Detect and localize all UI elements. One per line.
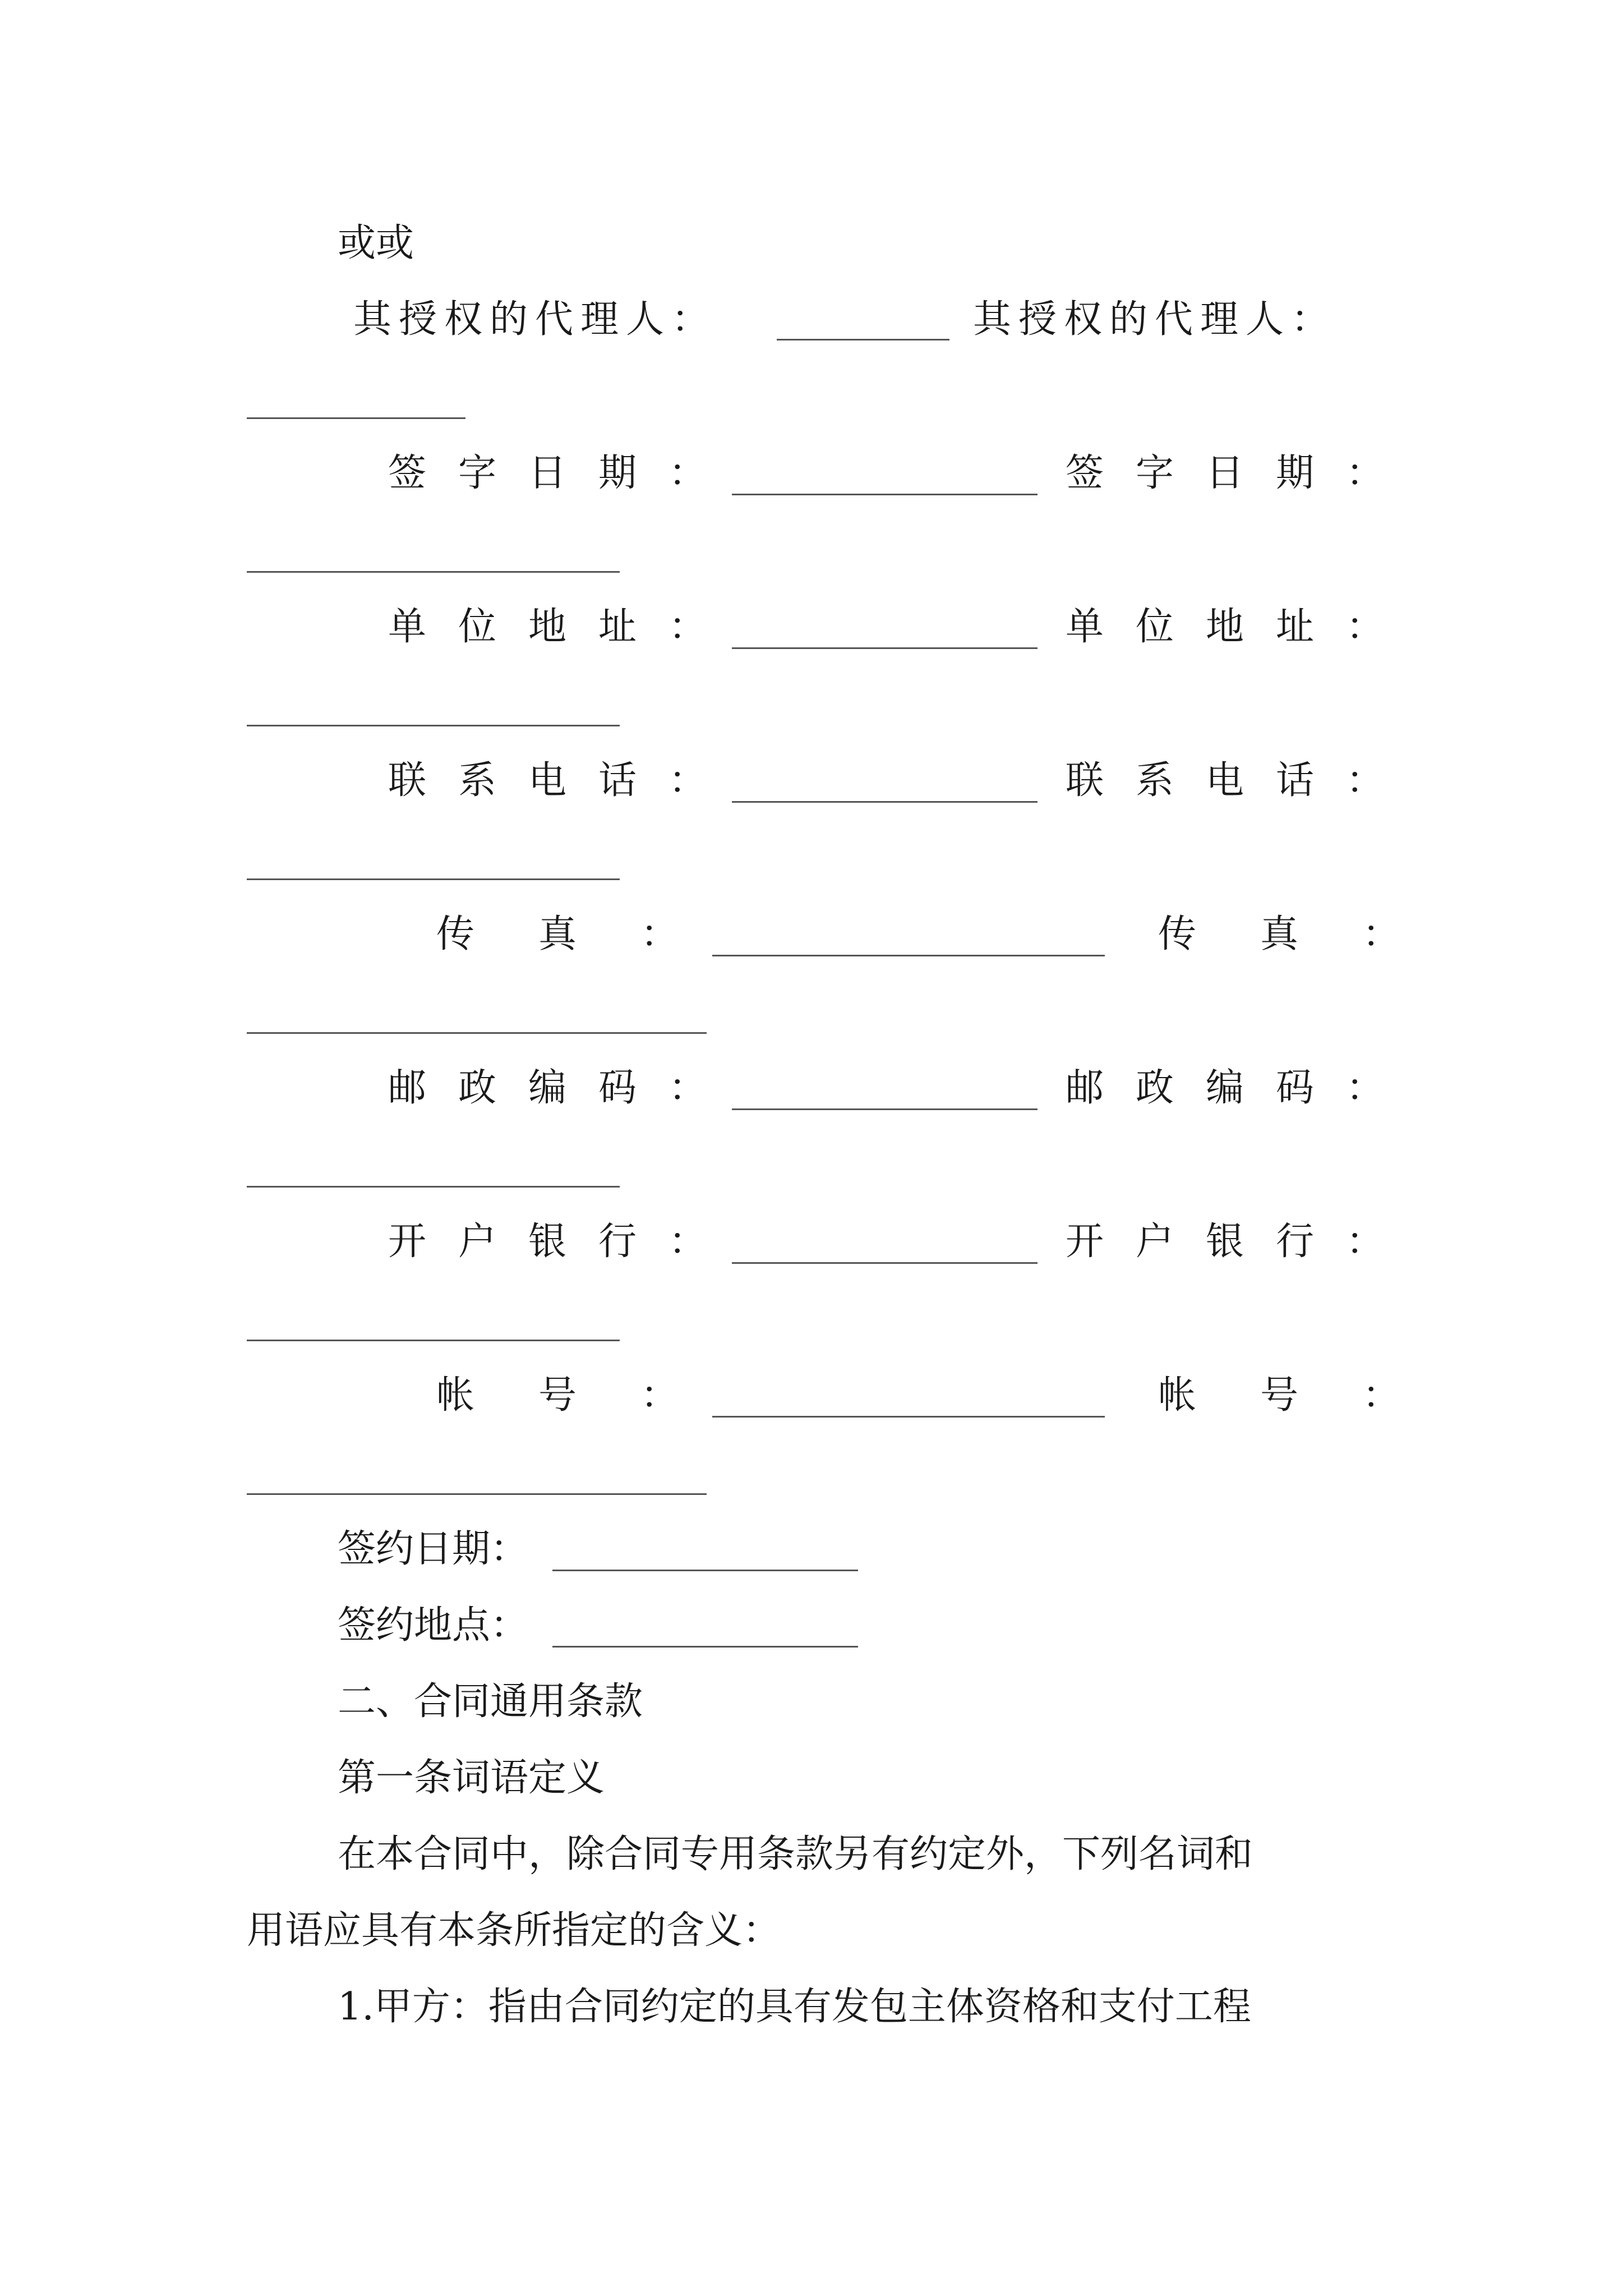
postcode-label-right: 邮政编码： <box>1066 1066 1417 1110</box>
address-blank-left[interactable] <box>732 647 1038 649</box>
postcode-blank-right[interactable] <box>247 1186 620 1188</box>
paragraph-line-1: 在本合同中，除合同专用条款另有约定外，下列名词和 <box>338 1832 1253 1876</box>
bank-blank-right[interactable] <box>247 1340 620 1341</box>
sign-date-label-left: 签字日期： <box>388 451 739 495</box>
paragraph-line-2: 用语应具有本条所指定的含义： <box>247 1908 781 1953</box>
signing-date-blank[interactable] <box>552 1570 858 1571</box>
agent-label-left: 其授权的代理人： <box>353 297 717 342</box>
or-text: 或或 <box>338 221 414 265</box>
bank-label-right: 开户银行： <box>1066 1220 1417 1264</box>
sign-date-label-right: 签字日期： <box>1066 451 1417 495</box>
article-title: 第一条词语定义 <box>338 1756 605 1800</box>
fax-label-right: 传真： <box>1158 912 1465 956</box>
sign-date-blank-right[interactable] <box>247 571 620 573</box>
account-blank-right[interactable] <box>247 1493 707 1495</box>
postcode-label-left: 邮政编码： <box>388 1066 739 1110</box>
phone-label-right: 联系电话： <box>1066 758 1417 803</box>
bank-label-left: 开户银行： <box>388 1220 739 1264</box>
fax-blank-right[interactable] <box>247 1032 707 1034</box>
agent-blank-right[interactable] <box>247 417 465 419</box>
address-blank-right[interactable] <box>247 725 620 726</box>
phone-label-left: 联系电话： <box>388 758 739 803</box>
signing-place-label: 签约地点： <box>338 1603 529 1648</box>
account-label-left: 帐号： <box>436 1373 743 1418</box>
phone-blank-left[interactable] <box>732 801 1038 803</box>
section-title: 二、合同通用条款 <box>338 1680 643 1724</box>
agent-blank-left[interactable] <box>777 339 949 341</box>
bank-blank-left[interactable] <box>732 1262 1038 1264</box>
postcode-blank-left[interactable] <box>732 1108 1038 1110</box>
fax-label-left: 传真： <box>436 912 743 956</box>
signing-place-blank[interactable] <box>552 1646 858 1648</box>
address-label-left: 单位地址： <box>388 605 739 649</box>
account-blank-left[interactable] <box>712 1416 1105 1418</box>
address-label-right: 单位地址： <box>1066 605 1417 649</box>
account-label-right: 帐号： <box>1158 1373 1465 1418</box>
item-1: 1.甲方：指由合同约定的具有发包主体资格和支付工程 <box>338 1985 1251 2029</box>
signing-date-label: 签约日期： <box>338 1527 529 1571</box>
sign-date-blank-left[interactable] <box>732 494 1038 495</box>
fax-blank-left[interactable] <box>712 955 1105 956</box>
phone-blank-right[interactable] <box>247 878 620 880</box>
agent-label-right: 其授权的代理人： <box>973 297 1337 342</box>
